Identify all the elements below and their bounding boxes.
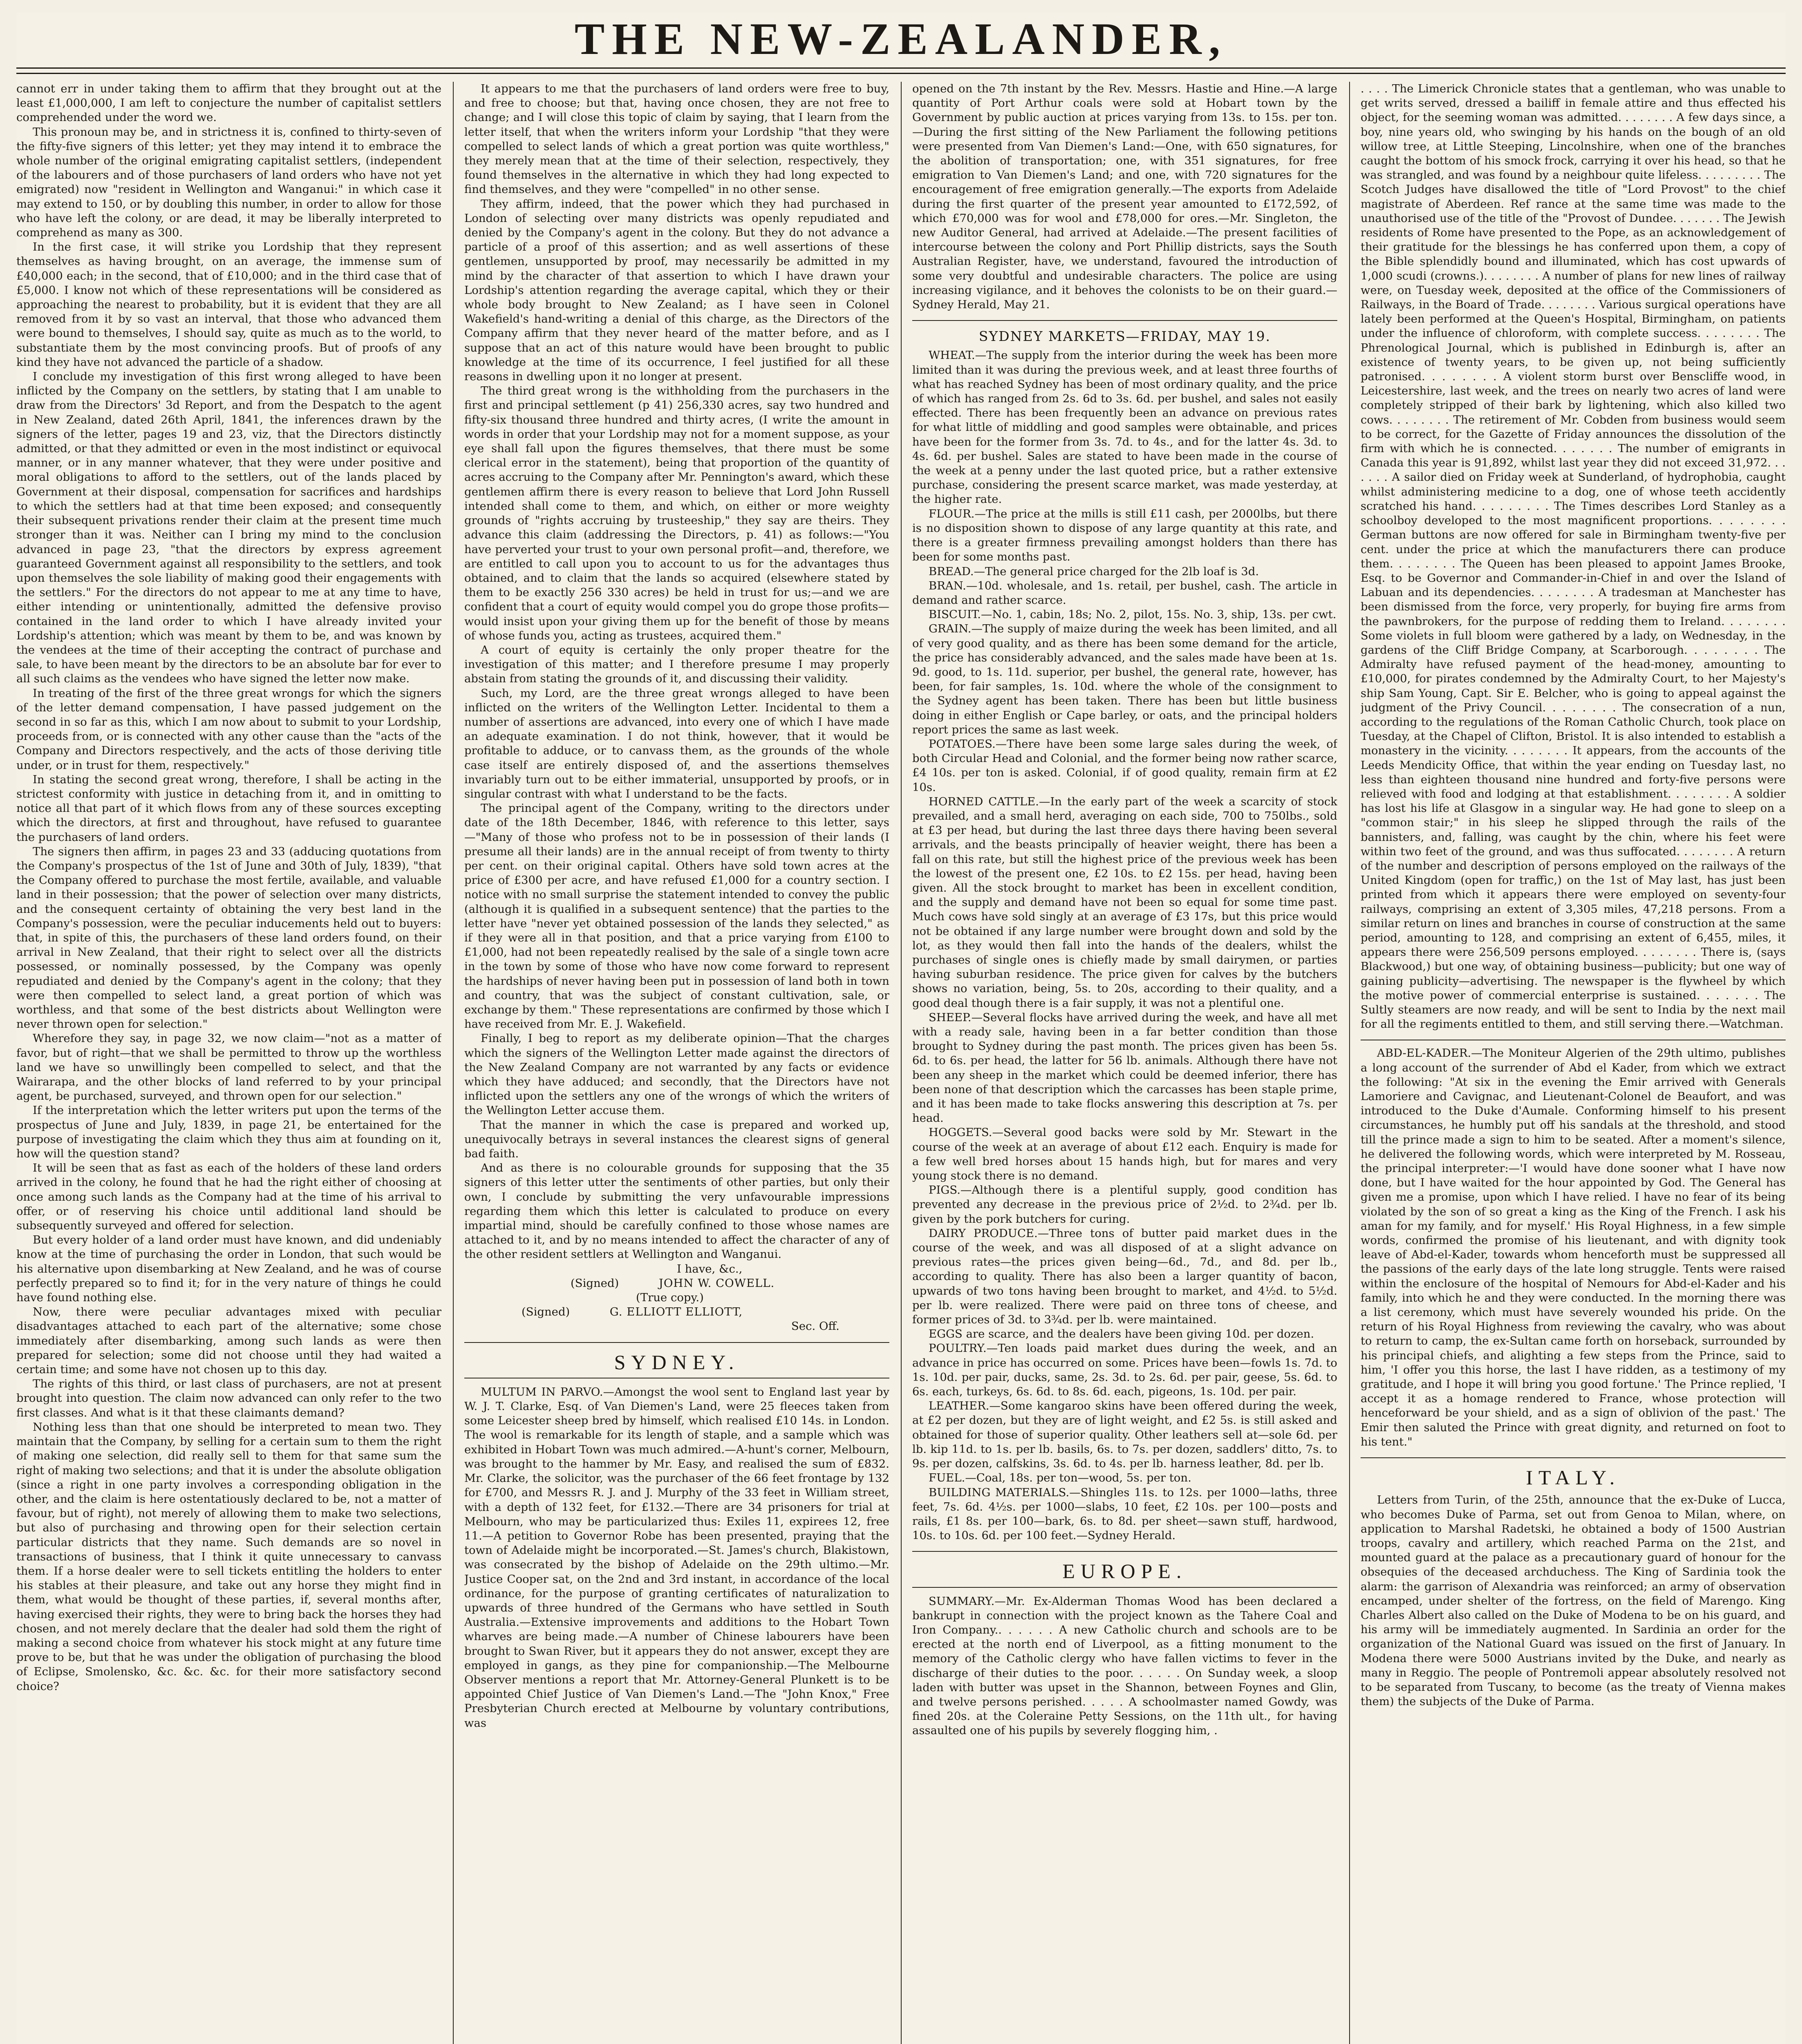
article-paragraph: The third great wrong is the withholding from the purchasers in the first and principal settlement (p 41) 256,330 acres, say two hundred and fifty-six thousand three hundred and thirty acres, (I write the amount in words in order that your Lordship may not for a moment suppose, as your eye shall fall upon the figures themselves, that there must be some clerical error in the statement), being that proportion of the quantity of acres accruing to the Company after Mr. Pennington's award, which these gentlemen affirm there is every reason to believe that Lord John Russell intended shall come to them, and which, on either or more weighty grounds of "rights accruing by trusteeship," they say are theirs. They advance this claim (addressing the Directors, p. 41) as follows:—"You have perverted your trust to your own personal profit—and, therefore, we are entitled to call upon you to account to us for the advantages thus obtained, and to claim that the lands so acquired (elsewhere stated by them to be exactly 256 330 acres) be held in trust for us;—and we are confident that a court of equity would compel you do grope those profits—would insist upon your giving them up for the benefit of those by means of whose funds you, acting as trustees, acquired them." [464, 384, 889, 642]
article-paragraph: And as there is no colourable grounds for supposing that the 35 signers of this letter utter the sentiments of other parties, but only their own, I conclude by submitting the very unfavourable impressions regarding them which this letter is calculated to produce on every impartial mind, should be carefully confined to those whose names are attached to it, and by no means intended to affect the character of any of the other resident settlers at Wellington and Wanganui. [464, 1161, 889, 1261]
market-entry: POULTRY.—Ten loads paid market dues during the week, and an advance in price has occurred on some. Prices have been—fowls 1s. 7d. to 1s. 10d. per pair, ducks, same, 2s. 3d. to 2s. 6d. per pair, geese, 5s. 6d. to 6s. each, turkeys, 6s. 6d. to 8s. 6d. each, pigeons, 1s. 10d. per pair. [912, 1342, 1337, 1399]
market-entry: FLOUR.—The price at the mills is still £11 cash, per 2000lbs, but there is no disposition shown to dispose of any large quantity at this rate, and there is a greater firmness prevailing amongst holders than there has been for some months past. [912, 507, 1337, 564]
article-paragraph: In stating the second great wrong, therefore, I shall be acting in the strictest conformity with justice in detaching from it, and in omitting to notice all that part of it which flows from any of these sources excepting which the directors, at first and throughout, have refused to guarantee the purchasers of land orders. [16, 773, 441, 844]
article-paragraph: The signers then affirm, in pages 23 and 33 (adducing quotations from the Company's prospectus of the 1st of June and 30th of July, 1839), "that the Company offered to purchase the most fertile, available, and valuable land in their possession; that the power of selection over many districts, and the consequent certainty of obtaining the very best land in the Company's possession, were the peculiar inducements held out to buyers: that, in spite of this, the purchasers of these land orders found, on their arrival in New Zealand, that their right to select over all the districts possessed, or nominally possessed, by the Company was openly repudiated and denied by the Company's agent in the colony; that they were then compelled to select land, a great portion of which was worthless, and that some of the best districts about Wellington were never thrown open for selection." [16, 845, 441, 1031]
article-paragraph: Such, my Lord, are the three great wrongs alleged to have been inflicted on the writers of the Wellington Letter. Incidental to them a number of assertions are advanced, into every one of which I have made an adequate examination. I do not think, however, that it would be profitable to adduce, or to canvass them, as the grounds of the whole case itself are entirely disposed of, and the assertions themselves invariably turn out to be either immaterial, unsupported by proofs, or in singular contrast with what I understand to be the facts. [464, 686, 889, 800]
article-paragraph: But every holder of a land order must have known, and did undeniably know at the time of purchasing the order in London, that such would be his alternative upon disembarking at New Zealand, and he was of course perfectly prepared so to find it; for in the very nature of things he could have found nothing else. [16, 1233, 441, 1304]
true-copy-note: (True copy.) [636, 1291, 704, 1304]
article-paragraph: Wherefore they say, in page 32, we now claim—"not as a matter of favor, but of right—that we shall be permitted to throw up the worthless land we have so unwillingly been compelled to select, and that the Wairarapa, and the other blocks of land referred to by your principal agent, be purchased, surveyed, and thrown open for our selection." [16, 1032, 441, 1103]
column-1 [16, 82, 441, 2044]
market-entry: POTATOES.—There have been some large sales during the week, of both Circular Head and Colonial, and the former being now rather scarce, £4 10s. per ton is asked. Colonial, if of good quality, remain firm at £2 10s. [912, 737, 1337, 794]
market-entry: BUILDING MATERIALS.—Shingles 11s. to 12s. per 1000—laths, three feet, 7s. 6d. 4½s. per 1000—slabs, 10 feet, £2 10s. per 100—posts and rails, £1 8s. per 100—bark, 6s. to 8d. per sheet—sawn stuff, hardwood, 10s. to 10s. 6d. per 100 feet.—Sydney Herald. [912, 1486, 1337, 1542]
markets-heading: SYDNEY MARKETS—FRIDAY, MAY 19. [978, 328, 1271, 345]
column-3 [912, 82, 1337, 2044]
article-paragraph: cannot err in under taking them to affirm that they brought out at the least £1,000,000, I am left to conjecture the number of capitalist settlers comprehended under the word we. [16, 82, 441, 124]
article-paragraph: A court of equity is certainly the only proper theatre for the investigation of this matter; and I therefore presume I may properly abstain from stating the grounds of it, and discussing their validity. [464, 643, 889, 686]
signer-name: G. ELLIOTT ELLIOTT, [609, 1305, 743, 1319]
masthead-rule [16, 67, 1786, 74]
article-paragraph: Finally, I beg to report as my deliberate opinion—That the charges which the signers of the Wellington Letter made against the directors of the New Zealand Company are not warranted by any facts or evidence which they have adduced; and secondly, that the Directors have not inflicted upon the settlers any one of the wrongs of which the writers of the Wellington Letter accuse them. [464, 1032, 889, 1117]
section-divider [464, 1342, 889, 1343]
market-entry: WHEAT.—The supply from the interior during the week has been more limited than it was during the previous week, and at least three fourths of what has reached Sydney has been of most ordinary quality, and the price of which has ranged from 2s. 6d to 3s. 6d. per bushel, and sales not easily effected. There has been frequently been an advance on previous rates for what little of middling and good samples were obtainable, and prices have been for the former from 3s. 7d. to 4s., and for the latter 4s. 3d. to 4s. 6d. per bushel. Sales are stated to have been made in the course of the week at a penny under the last quoted price, but a rather extensive purchase, considering the present scarce market, was made yesterday, at the higher rate. [912, 349, 1337, 506]
signed-label: (Signed) [571, 1276, 619, 1290]
column-2 [464, 82, 889, 2044]
article-paragraph: The principal agent of the Company, writing to the directors under date of the 18th December, 1846, with reference to this letter, says—"Many of those who profess not to be in possession of their lands (I presume all their lands) are in the annual receipt of from twenty to thirty per cent. on their original capital. Others have sold town acres at the price of £300 per acre, and have refused £1,000 for a country section. I notice with no small surprise the statement intended to convey the public (although it is qualified in a subsequent sentence) that the parties to the letter have "never yet obtained possession of the lands they selected," as if they were all in that position, and that a price varying from £100 to £1,000, had not been repeatedly realised by the sale of a single town acre in the town by some of those who have now come forward to represent the hardships of never having been put in possession of land both in town and country, that was the subject of constant cultivation, sale, or exchange by them." These representations are confirmed by those which I have received from Mr. E. J. Wakefield. [464, 802, 889, 1031]
letter-closing: I have, &c., [677, 1262, 743, 1275]
article-paragraph: . . . . The Limerick Chronicle states that a gentleman, who was unable to get writs served, dressed a bailiff in female attire and thus effected his object, for the seeming woman was admitted. . . . . . . . A few days since, a boy, nine years old, who swinging by his hands on the bough of an old willow tree, at Little Steeping, Lincolnshire, when one of the branches caught the bottom of his smock frock, carrying it over his head, so that he was strangled, and was found by a neighbour quite lifeless. . . . . . . . . The Scotch Judges have disallowed the title of "Lord Provost" to the chief magistrate of Aberdeen. Ref rance at the same time was made to the unauthorised use of the title of the "Provost of Dundee. . . . . . . The Jewish residents of Rome have presented to the Pope, as an acknowledgement of their gratitude for the blessings he has conferred upon them, a copy of the Bible splendidly bound and illuminated, which has cost upwards of 1,000 scudi (crowns.). . . . . . . . A number of plans for new lines of railway were, on Tuesday week, deposited at the office of the Commissioners of Railways, in the Board of Trade. . . . . . . . Various surgical operations have lately been performed at the Queen's Hospital, Birmingham, on patients under the influence of chloroform, with complete success. . . . . . . . The Phrenological Journal, which is published in Edinburgh is, after an existence of twenty years, to be given up, not being sufficiently patronised. . . . . . . . A violent storm burst over Benscliffe wood, in Leicestershire, last week, and the trees on nearly two acres of land were completely stripped of their bark by lightening, which also killed two cows. . . . . . . . The retirement of Mr. Cobden from business would seem to be correct, for the Gazette of Friday announces the dissolution of the firm with which he is connected. . . . . . . The number of emigrants in Canada this year is 91,892, whilst last year they did not exceed 31,972. . . . . . . A sailor died on Friday week at Sunderland, of hydrophobia, caught whilst administering medicine to a dog, one of whose teeth accidently scratched his hand. . . . . . . . . The Times describes Lord Stanley as a schoolboy developed to the most magnificent proportions. . . . . . . . German buttons are now offered for sale in Birmingham twenty-five per cent. under the price at which the manufacturers there can produce them. . . . . . . . The Queen has been pleased to appoint James Brooke, Esq. to be Governor and Commander-in-Chief in and over the Island of Labuan and its dependencies. . . . . . . . A tradesman at Manchester has been dismissed from the force, very properly, for buying fire arms from the pawnbrokers, for the purpose of redding them to Ireland. . . . . . . . Some violets in full bloom were gathered by a lady, on Wednesday, in the gardens of the Cliff Bridge Company, at Scarborough. . . . . . . . The Admiralty have refused payment of the head-money, amounting to £10,000, for pirates condemned by the Admiralty Court, to her Majesty's ship Sam Young, Capt. Sir E. Belcher, who is going to appeal against the judgment of the Privy Council. . . . . . . . The consecration of a nun, according to the regulations of the Roman Catholic Church, took place on Tuesday, at the Chapel of Clifton, Bristol. It is also intended to establish a monastery in the vicinity. . . . . . . . It appears, from the accounts of the Leeds Mendicity Office, that within the year ending on Tuesday last, no less than eighteen thousand nine hundred and forty-five persons were relieved with food and lodging at that establishment. . . . . . . . A soldier has lost his life at Glasgow in a singular way. He had gone to sleep on a "common stair;" in his sleep he slipped through the rails of the bannisters, and, falling, was caught by the chin, where his feet were within two feet of the ground, and was thus suffocated. . . . . . . . A return of the number and description of persons employed on the railways of the United Kingdom (open for traffic,) on the 1st of May last, has just been printed from which it appears there were employed on seventy-four railways, comprising an extent of 3,305 miles, 47,218 persons. From a similar return on lines and branches in course of construction at the same period, amounting to 128, and comprising an extent of 6,455, miles, it appears there were 256,509 persons employed. . . . . . . . There is, (says Blackwood,) but one way, of obtaining business—publicity; but one way of gaining publicity—advertising. The newspaper is the flywheel by which the motive power of commercial enterprise is sustained. . . . . . . The Sultly steamers are now ready, and will be sent to India by the next mail for all the regiments entitled to them, and still serving there.—Watchman. [1361, 82, 1786, 1031]
section-divider [912, 320, 1337, 321]
signature-line-1 [464, 1276, 889, 1291]
article-paragraph: Now, there were peculiar advantages mixed with peculiar disadvantages attached to each part of the alternative; some chose immediately after disembarking, among such lands as were then prepared for selection; some did not choose until they had waited a certain time; and some have not chosen up to this day. [16, 1305, 441, 1376]
signature-line-2 [464, 1305, 889, 1319]
article-paragraph: Letters from Turin, of the 25th, announce that the ex-Duke of Lucca, who becomes Duke of Parma, set out from Genoa to Milan, where, on application to Marshal Radetski, he obtained a body of 1500 Austrian troops, cavalry and artillery, which reached Parma on the 21st, and mounted guard at the palace as a precautionary guard of honour for the obsequies of the deceased archduchess. The King of Sardinia took the alarm: the garrison of Alexandria was reinforced; an army of observation encamped, under shelter of the fortress, on the field of Marengo. King Charles Albert also called on the Duke of Modena to be on his guard, and his army will be immediately augmented. In Sardinia an order for the organization of the National Guard was issued on the first of January. In Modena there were 5000 Austrians invited by the Duke, and nearly as many in Reggio. The people of Pontremoli appear absolutely resolved not to be separated from Tuscany, to become (as the treaty of Vienna makes them) the subjects of the Duke of Parma. [1361, 1493, 1786, 1708]
section-heading-sydney: SYDNEY. [614, 1350, 740, 1374]
article-paragraph: It appears to me that the purchasers of land orders were free to buy, and free to choose; but that, having once chosen, they are not free to change; and I will close this topic of claim by saying, that I learn from the letter itself, that when the writers inform your Lordship "that they were compelled to select lands of which a great portion was quite worthless," they merely mean that at the time of their selection, respectively, they found themselves in the alternative in which they had long expected to find themselves, and they were "compelled" in no other sense. [464, 82, 889, 196]
article-paragraph: It will be seen that as fast as each of the holders of these land orders arrived in the colony, he found that he had the right either of choosing at once among such lands as the Company had at the time of his arrival to offer, or of reserving his choice until additional land should be subsequently surveyed and offered for selection. [16, 1161, 441, 1233]
market-entry: LEATHER.—Some kangaroo skins have been offered during the week, at £2 per dozen, but they are of light weight, and £2 5s. is still asked and obtained for those of superior quality. Other leathers sell at—sole 6d. per lb. kip 11d. to 1s. per lb. basils, 6s. to 7s. per dozen, saddlers' ditto, 7s. to 9s. per dozen, calfskins, 3s. 6d. to 4s. per lb. harness leather, 8d. per lb. [912, 1399, 1337, 1470]
column-divider [901, 82, 902, 2044]
article-paragraph: The rights of this third, or last class of purchasers, are not at present brought into question. The claim now advanced can only refer to the two first classes. And what is it that these claimants demand? [16, 1377, 441, 1419]
section-divider [912, 1551, 1337, 1552]
article-paragraph: If the interpretation which the letter writers put upon the terms of the prospectus of June and July, 1839, in page 21, be entertained for the purpose of investigating the claim which they thus aim at founding on it, how will the question stand? [16, 1104, 441, 1161]
article-paragraph: They affirm, indeed, that the power which they had purchased in London of selecting over many districts was openly repudiated and denied by the Company's agent in the colony. But they do not advance a particle of a proof of this assertion; and as well assertions of these gentlemen, unsupported by proof, may necessarily be admitted in my mind by the character of that assertion to which I have drawn your Lordship's attention regarding the average capital, which they or their whole body brought to New Zealand; as I have seen in Colonel Wakefield's hand-writing a denial of this charge, as the Directors of the Company affirm that they never heard of the matter before, and as I suppose that an act of this nature would have been brought to public knowledge at the time of its occurrence, I feel justified for all these reasons in dwelling upon it no longer at present. [464, 197, 889, 383]
column-divider [1349, 82, 1350, 2044]
signer-name: JOHN W. COWELL. [658, 1276, 775, 1290]
market-entry: GRAIN.—The supply of maize during the week has been limited, and all of very good quality, and as there has been some demand for the article, the price has considerably advanced, and the sales made have been at 1s. 9d. good, to 1s. 11d. superior, per bushel, the general rate, however, has been, for fair samples, 1s. 10d. where the whole of the consignment to the Sydney agent has been taken. There has been but little business doing in either English or Cape barley, or oats, and the principal holders report prices the same as last week. [912, 622, 1337, 736]
market-entry: FUEL.—Coal, 18s. per ton—wood, 5s. per ton. [929, 1471, 1191, 1485]
section-heading-europe: EUROPE. [1062, 1560, 1187, 1583]
column-4 [1361, 82, 1786, 2044]
article-paragraph: MULTUM IN PARVO.—Amongst the wool sent to England last year by W. J. T. Clarke, Esq. of Van Diemen's Land, were 25 fleeces taken from some Leicester sheep bred by himself, which realised £10 14s. in London. The wool is remarkable for its length of staple, and a sample which was exhibited in Hobart Town was much admired.—A-hunt's corner, Melbourn, was brought to the hammer by Mr. Easy, and realised the sum of £832. Mr. Clarke, the solicitor, was the purchaser of the 66 feet frontage by 132 for £700, and Messrs R. J. and J. Murphy of the 33 feet in William street, with a depth of 132 feet, for £132.—There are 34 prisoners for trial at Melbourn, who may be particularized thus: Exiles 11, expirees 12, free 11.—A petition to Governor Robe has been presented, praying that the town of Adelaide might be incorporated.—St. James's church, Blakistown, was consecrated by the bishop of Adelaide on the 29th ultimo.—Mr. Justice Cooper sat, on the 2nd and 3rd instant, in accordance of the local ordinance, for the purpose of granting certificates of naturalization to upwards of three hundred of the Germans who have settled in South Australia.—Extensive improvements and additions to the Hobart Town wharves are being made.—A number of Chinese labourers have been brought to Swan River, but it appears they do not answer, except they are employed in gangs, as they pine for companionship.—The Melbourne Observer mentions a report that Mr. Attorney-General Plunkett is to be appointed Chief Justice of Van Diemen's Land.—The "John Knox," Free Presbyterian Church erected at Melbourne by voluntary contributions, was [464, 1385, 889, 1730]
masthead-title: THE NEW-ZEALANDER, [574, 14, 1228, 64]
signed-label: (Signed) [522, 1305, 570, 1319]
article-paragraph: I conclude my investigation of this first wrong alleged to have been inflicted by the Company on the settlers, by stating that I am unable to draw from the Directors' 3d Report, and from the Despatch to the agent in New Zealand, dated 26th April, 1841, the inferences drawn by the signers of the letter, pages 19 and 23, viz, that the Directors distinctly admitted, or that they admitted or even in the most indistinct or equivocal manner, or in any manner whatever, that they were under positive and moral obligations to afford to the settlers, out of the lands placed by Government at their disposal, compensation for sacrifices and hardships to which the settlers had at that time been exposed; and consequently their subsequent privations render their claim at the present time much stronger than it was. Neither can I bring my mind to the conclusion advanced in page 23, "that the directors by express agreement guaranteed Government against all responsibility to the settlers, and took upon themselves the sole liability of making good their engagements with the settlers." For the directors do not appear to me at any time to have, either intending or unintentionally, admitted the defensive proviso contained in the land order to which I have already invited your Lordship's attention; which was meant by them to be, and was known by the vendees at the time of their accepting the contract of purchase and sale, to have been meant by the directors to be an absolute bar for ever to all such claims as the vendees who have signed the letter now make. [16, 370, 441, 686]
article-paragraph: That the manner in which the case is prepared and worked up, unequivocally betrays in several instances the clearest signs of general bad faith. [464, 1118, 889, 1161]
section-divider [1361, 1457, 1786, 1458]
market-entry: BRAN.—10d. wholesale, and 1s. retail, per bushel, cash. The article in demand and rather scarce. [912, 579, 1337, 607]
market-entry: SHEEP.—Several flocks have arrived during the week, and have all met with a ready sale, having been in a far better condition than those brought to Sydney during the past month. The prices given has been 5s. 6d. to 6s. per head, the latter for 56 lb. animals. Although there have not been any sheep in the market which could be deemed inferior, there has been none of that description which the carcasses has been staple prime, and it has been made to take flocks answering this description at 7s. per head. [912, 1011, 1337, 1125]
column-divider [453, 82, 454, 2044]
market-entry: DAIRY PRODUCE.—Three tons of butter paid market dues in the course of the week, and was all disposed of at a slight advance on previous rates—the prices given being—6d., 7d., and 8d. per lb., according to quality. There has also been a larger quantity of bacon, upwards of two tons having been brought to market, and 4½d. to 5½d. per lb. were realized. There were paid on three tons of cheese, and former prices of 3d. to 3¾d. per lb. were maintained. [912, 1226, 1337, 1327]
newspaper-page [16, 12, 1786, 2044]
market-entry: HOGGETS.—Several good backs were sold by Mr. Stewart in the course of the week at an average of about £12 each. Enquiry is made for a few well bred horses about 15 hands high, but for mares and very young stock there is no demand. [912, 1126, 1337, 1183]
article-paragraph: In the first case, it will strike you Lordship that they represent themselves as having brought, on an average, the immense sum of £40,000 each; in the second, that of £10,000; and in the third case that of £5,000. I know not which of these representations will be considered as approaching the nearest to probability, but it is evident that they are all removed from it by so vast an interval, that those who advanced them were bound to themselves, I should say, quite as much as to the world, to substantiate them by the most convincing proofs. But of proofs of any kind they have not advanced the particle of a shadow. [16, 240, 441, 369]
market-entry: BISCUIT.—No. 1, cabin, 18s; No. 2, pilot, 15s. No. 3, ship, 13s. per cwt. [929, 608, 1336, 621]
section-divider [912, 1587, 1337, 1588]
article-paragraph: opened on the 7th instant by the Rev. Messrs. Hastie and Hine.—A large quantity of Port Arthur coals were sold at Hobart town by the Government by public auction at prices varying from 13s. to 15s. per ton.—During the first sitting of the New Parliament the following petitions were presented from Van Diemen's Land:—One, with 650 signatures, for the abolition of transportation; one, with 351 signatures, for free emigration to Van Diemen's Land; and one, with 720 signatures for the encouragement of free emigration generally.—The exports from Adelaide during the first quarter of the present year amounted to £172,592, of which £70,000 was for wool and £78,000 for ores.—Mr. Singleton, the new Auditor General, had arrived at Adelaide.—The present facilities of intercourse between the colony and Port Phillip districts, says the South Australian Register, have, we understand, favoured the introduction of some very doubtful and undesirable characters. The police are using increasing vigilance, and it behoves the colonists to be on their guard.—Sydney Herald, May 21. [912, 82, 1337, 312]
article-paragraph: ABD-EL-KADER.—The Moniteur Algerien of the 29th ultimo, publishes a long account of the surrender of Abd el Kader, from which we extract the following: "At six in the evening the Emir arrived with Generals Lamoriere and Cavignac, and Lieutenant-Colonel de Beaufort, and was introduced to the Duke d'Aumale. Conforming himself to his present circumstances, he humbly put off his sandals at the threshold, and stood till the prince made a sign to him to be seated. After a moment's silence, he delivered the following words, which were interpreted by M. Rosseau, the principal interpreter:—'I would have done sooner what I have now done, but I have waited for the hour appointed by God. The General has given me a promise, upon which I have relied. I have no fear of its being violated by the son of so great a king as the King of the French. I ask his aman for my family, and for myself.' His Royal Highness, in a few simple words, confirmed the promise of his lieutenant, and with dignity took leave of Abd-el-Kader, towards whom henceforth must be suppressed all the passions of the early days of the late long struggle. Tents were raised within the enclosure of the hospital of Nemours for Abd-el-Kader and his family, into which he and they were conducted. In the morning there was a list ceremony, which must have severely wounded his pride. On the return of his Royal Highness from reviewing the cavalry, who was about to return to camp, the ex-Sultan came forth on horseback, surrounded by his principal chiefs, and alighting a few steps from the Prince, said to him, 'I offer you this horse, the last I have ridden, as a testimony of my gratitude, and I hope it will bring you good fortune.' The Prince replied, 'I accept it as a homage rendered to France, whose protection will henceforward be your shield, and as a sign of oblivion of the past.' The Emir then saluted the Prince with great dignity, and returned on foot to his tent." [1361, 1047, 1786, 1448]
columns [16, 82, 1786, 2044]
article-paragraph: In treating of the first of the three great wrongs for which the signers of the letter demand compensation, I have passed judgement on the second in so far as this, which I am now about to submit to your Lordship, proceeds from, or is connected with any other cause than the "acts of the Company and Directors respectively, and the acts of those deriving title under, or in trust for them, respectively." [16, 686, 441, 772]
masthead [16, 12, 1786, 74]
market-entry: EGGS are scarce, and the dealers have been giving 10d. per dozen. [929, 1327, 1314, 1341]
signer-title: Sec. Off. [791, 1320, 839, 1333]
market-entry: BREAD.—The general price charged for the 2lb loaf is 3d. [929, 565, 1259, 578]
section-heading-italy: ITALY. [1526, 1466, 1621, 1489]
article-paragraph: Nothing less than that one should be interpreted to mean two. They maintain that the Company, by selling for a certain sum to them the right of making one selection, did really sell to them for that same sum the right of making two selections; and that it is under the absolute obligation (since a right in one party involves a corresponding obligation in the other, and the claim is here ostentatiously declared to be, not a matter of favour, but of right), not merely of allowing them to make two selections, but also of purchasing and throwing open for their selection certain particular districts that they name. Such demands are so novel in transactions of business, that I think it quite unnecessary to canvass them. If a horse dealer were to sell tickets entitling the holders to enter his stables at their pleasure, and take out any horse they might find in them, what would be thought of these parties, if, several months after, having exercised their rights, they were to bring back the horses they had chosen, and not merely declare that the dealer had sold them the right of making a second choice from whatever his stock might at any future time prove to be, but that he was under the obligation of purchasing the blood of Eclipse, Smolensko, &c. &c. &c. for their more satisfactory second choice? [16, 1420, 441, 1693]
article-paragraph: SUMMARY.—Mr. Ex-Alderman Thomas Wood has been declared a bankrupt in connection with the project known as the Tahere Coal and Iron Company.. . . . . . A new Catholic church and schools are to be erected at the north end of Liverpool, as a fitting monument to the memory of the Catholic clergy who have fallen victims to fever in the discharge of their duties to the poor. . . . . . On Sunday week, a sloop laden with butter was upset in the Shannon, between Foynes and Glin, and twelve persons perished. . . . . A schoolmaster named Gowdy, was fined 20s. at the Coleraine Petty Sessions, on the 11th ult., for having assaulted one of his pupils by severely flogging him, . [912, 1594, 1337, 1737]
market-entry: HORNED CATTLE.—In the early part of the week a scarcity of stock prevailed, and a small herd, averaging on each side, 700 to 750lbs., sold at £3 per head, but during the last three days there having been several arrivals, and the beasts principally of heavier weight, there has been a fall on this rate, but still the highest price of the previous week has been the lowest of the present one, £2 10s. to £2 15s. per head, having been given. All the stock brought to market has been in excellent condition, and the supply and demand have not been so equal for some time past. Much cows have sold singly at an average of £3 17s, but this price would not be obtained if any large number were brought down and sold by the lot, as they would then fall into the hands of the dealers, whilst the purchases of single ones is chiefly made by small dairymen, or parties having suburban residence. The price given for calves by the butchers shows no variation, being, 5s. to 20s, according to their quality, and a good deal though there is a fair supply, it was not a plentiful one. [912, 795, 1337, 1010]
article-paragraph: This pronoun may be, and in strictness it is, confined to thirty-seven of the fifty-five signers of this letter; yet they may intend it to embrace the whole number of the original emigrating capitalist settlers, (independent of the labourers and of those purchasers of land orders who have not yet emigrated) now "resident in Wellington and Wanganui:" in which case it may extend to 150, or by doubling this number, in order to allow for those who have left the colony, or are dead, it may be liberally interpreted to comprehend as many as 300. [16, 125, 441, 240]
market-entry: PIGS.—Although there is a plentiful supply, good condition has prevented any decrease in the previous price of 2½d. to 2¾d. per lb. given by the pork butchers for curing. [912, 1183, 1337, 1226]
